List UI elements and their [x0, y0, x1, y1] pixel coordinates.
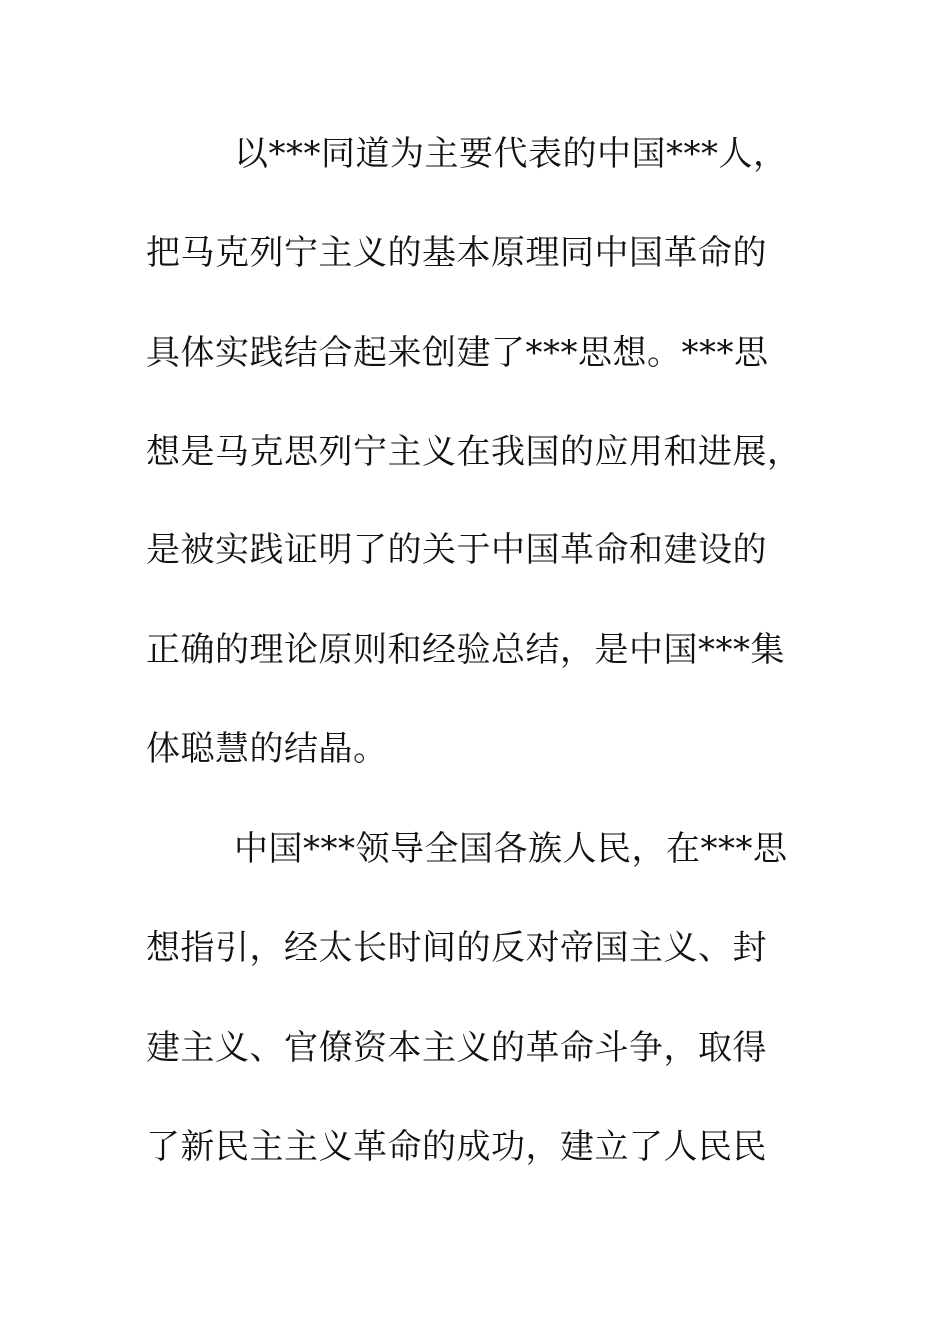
- text-line: 了新民主主义革命的成功，建立了人民民: [146, 1127, 767, 1167]
- text-line: 想是马克思列宁主义在我国的应用和进展，: [146, 432, 802, 472]
- text-line: 中国***领导全国各族人民，在***思: [234, 829, 788, 869]
- text-line: 以***同道为主要代表的中国***人，: [234, 134, 788, 174]
- text-line: 体聪慧的结晶。: [146, 729, 388, 769]
- text-line: 把马克列宁主义的基本原理同中国革命的: [146, 233, 767, 273]
- text-line: 是被实践证明了的关于中国革命和建设的: [146, 530, 767, 570]
- text-line: 正确的理论原则和经验总结，是中国***集: [146, 630, 785, 670]
- text-line: 想指引，经太长时间的反对帝国主义、封: [146, 928, 767, 968]
- text-line: 建主义、官僚资本主义的革命斗争，取得: [146, 1028, 767, 1068]
- text-line: 具体实践结合起来创建了***思想。***思: [146, 333, 769, 373]
